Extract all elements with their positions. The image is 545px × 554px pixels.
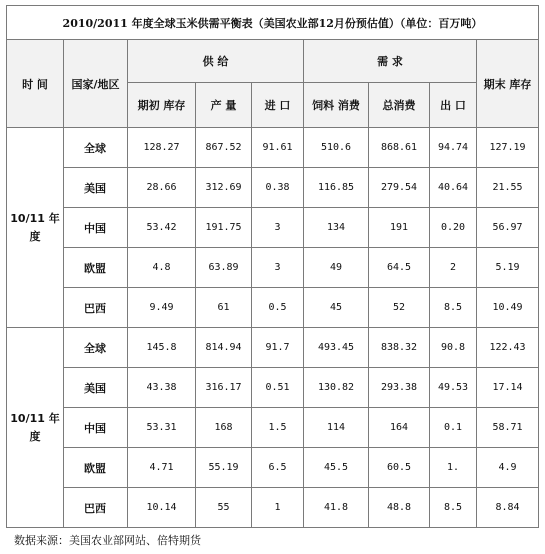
value-cell: 8.5 [430,488,477,528]
value-cell: 60.5 [369,448,430,488]
value-cell: 0.5 [252,288,304,328]
table-row [7,368,539,408]
header-supply: 供 给 [128,40,304,83]
table-row [7,208,539,248]
value-cell: 45 [304,288,369,328]
header-feed: 饲料 消费 [304,83,369,128]
country-name: 巴西 [64,488,128,528]
value-cell: 21.55 [477,168,539,208]
value-cell: 94.74 [430,128,477,168]
country-name: 全球 [64,328,128,368]
value-cell: 134 [304,208,369,248]
value-cell: 168 [196,408,252,448]
value-cell: 0.1 [430,408,477,448]
country-name: 美国 [64,168,128,208]
header-exports: 出 口 [430,83,477,128]
country-name: 巴西 [64,288,128,328]
value-cell: 4.9 [477,448,539,488]
value-cell: 2 [430,248,477,288]
period-label: 10/11 年度 [7,128,64,328]
value-cell: 55.19 [196,448,252,488]
header-time: 时 间 [7,40,64,128]
value-cell: 316.17 [196,368,252,408]
header-imports: 进 口 [252,83,304,128]
value-cell: 279.54 [369,168,430,208]
value-cell: 6.5 [252,448,304,488]
country-name: 全球 [64,128,128,168]
balance-table [6,5,539,528]
value-cell: 8.5 [430,288,477,328]
period-label: 10/11 年度 [7,328,64,528]
value-cell: 293.38 [369,368,430,408]
value-cell: 0.20 [430,208,477,248]
value-cell: 28.66 [128,168,196,208]
value-cell: 17.14 [477,368,539,408]
value-cell: 4.8 [128,248,196,288]
value-cell: 1 [252,488,304,528]
table-row [7,488,539,528]
value-cell: 510.6 [304,128,369,168]
value-cell: 1.5 [252,408,304,448]
value-cell: 43.38 [128,368,196,408]
header-total-consumption: 总消费 [369,83,430,128]
value-cell: 3 [252,248,304,288]
value-cell: 91.61 [252,128,304,168]
value-cell: 8.84 [477,488,539,528]
value-cell: 10.14 [128,488,196,528]
value-cell: 90.8 [430,328,477,368]
value-cell: 0.38 [252,168,304,208]
table-row [7,128,539,168]
country-name: 欧盟 [64,248,128,288]
value-cell: 145.8 [128,328,196,368]
value-cell: 191.75 [196,208,252,248]
table-row [7,248,539,288]
value-cell: 868.61 [369,128,430,168]
value-cell: 91.7 [252,328,304,368]
value-cell: 3 [252,208,304,248]
value-cell: 1. [430,448,477,488]
table-row [7,168,539,208]
value-cell: 58.71 [477,408,539,448]
value-cell: 122.43 [477,328,539,368]
value-cell: 10.49 [477,288,539,328]
value-cell: 55 [196,488,252,528]
value-cell: 40.64 [430,168,477,208]
table-row [7,408,539,448]
value-cell: 48.8 [369,488,430,528]
header-demand: 需 求 [304,40,477,83]
table-row [7,288,539,328]
country-name: 美国 [64,368,128,408]
table-title: 2010/2011 年度全球玉米供需平衡表（美国农业部12月份预估值）（单位：百万吨） [7,6,539,40]
value-cell: 312.69 [196,168,252,208]
header-ending-stock: 期末 库存 [477,40,539,128]
corn-balance-sheet [6,5,538,528]
value-cell: 49.53 [430,368,477,408]
header-production: 产 量 [196,83,252,128]
value-cell: 838.32 [369,328,430,368]
value-cell: 64.5 [369,248,430,288]
value-cell: 45.5 [304,448,369,488]
value-cell: 52 [369,288,430,328]
value-cell: 116.85 [304,168,369,208]
value-cell: 9.49 [128,288,196,328]
value-cell: 56.97 [477,208,539,248]
value-cell: 49 [304,248,369,288]
value-cell: 130.82 [304,368,369,408]
value-cell: 814.94 [196,328,252,368]
value-cell: 0.51 [252,368,304,408]
header-country: 国家/地区 [64,40,128,128]
value-cell: 191 [369,208,430,248]
value-cell: 61 [196,288,252,328]
header-beginning-stock: 期初 库存 [128,83,196,128]
value-cell: 41.8 [304,488,369,528]
value-cell: 128.27 [128,128,196,168]
value-cell: 493.45 [304,328,369,368]
value-cell: 867.52 [196,128,252,168]
value-cell: 114 [304,408,369,448]
value-cell: 53.42 [128,208,196,248]
table-row [7,328,539,368]
country-name: 中国 [64,208,128,248]
value-cell: 164 [369,408,430,448]
value-cell: 4.71 [128,448,196,488]
table-row [7,448,539,488]
country-name: 欧盟 [64,448,128,488]
value-cell: 63.89 [196,248,252,288]
value-cell: 53.31 [128,408,196,448]
country-name: 中国 [64,408,128,448]
value-cell: 127.19 [477,128,539,168]
value-cell: 5.19 [477,248,539,288]
source-note: 数据来源：美国农业部网站、倍特期货 [14,534,201,547]
